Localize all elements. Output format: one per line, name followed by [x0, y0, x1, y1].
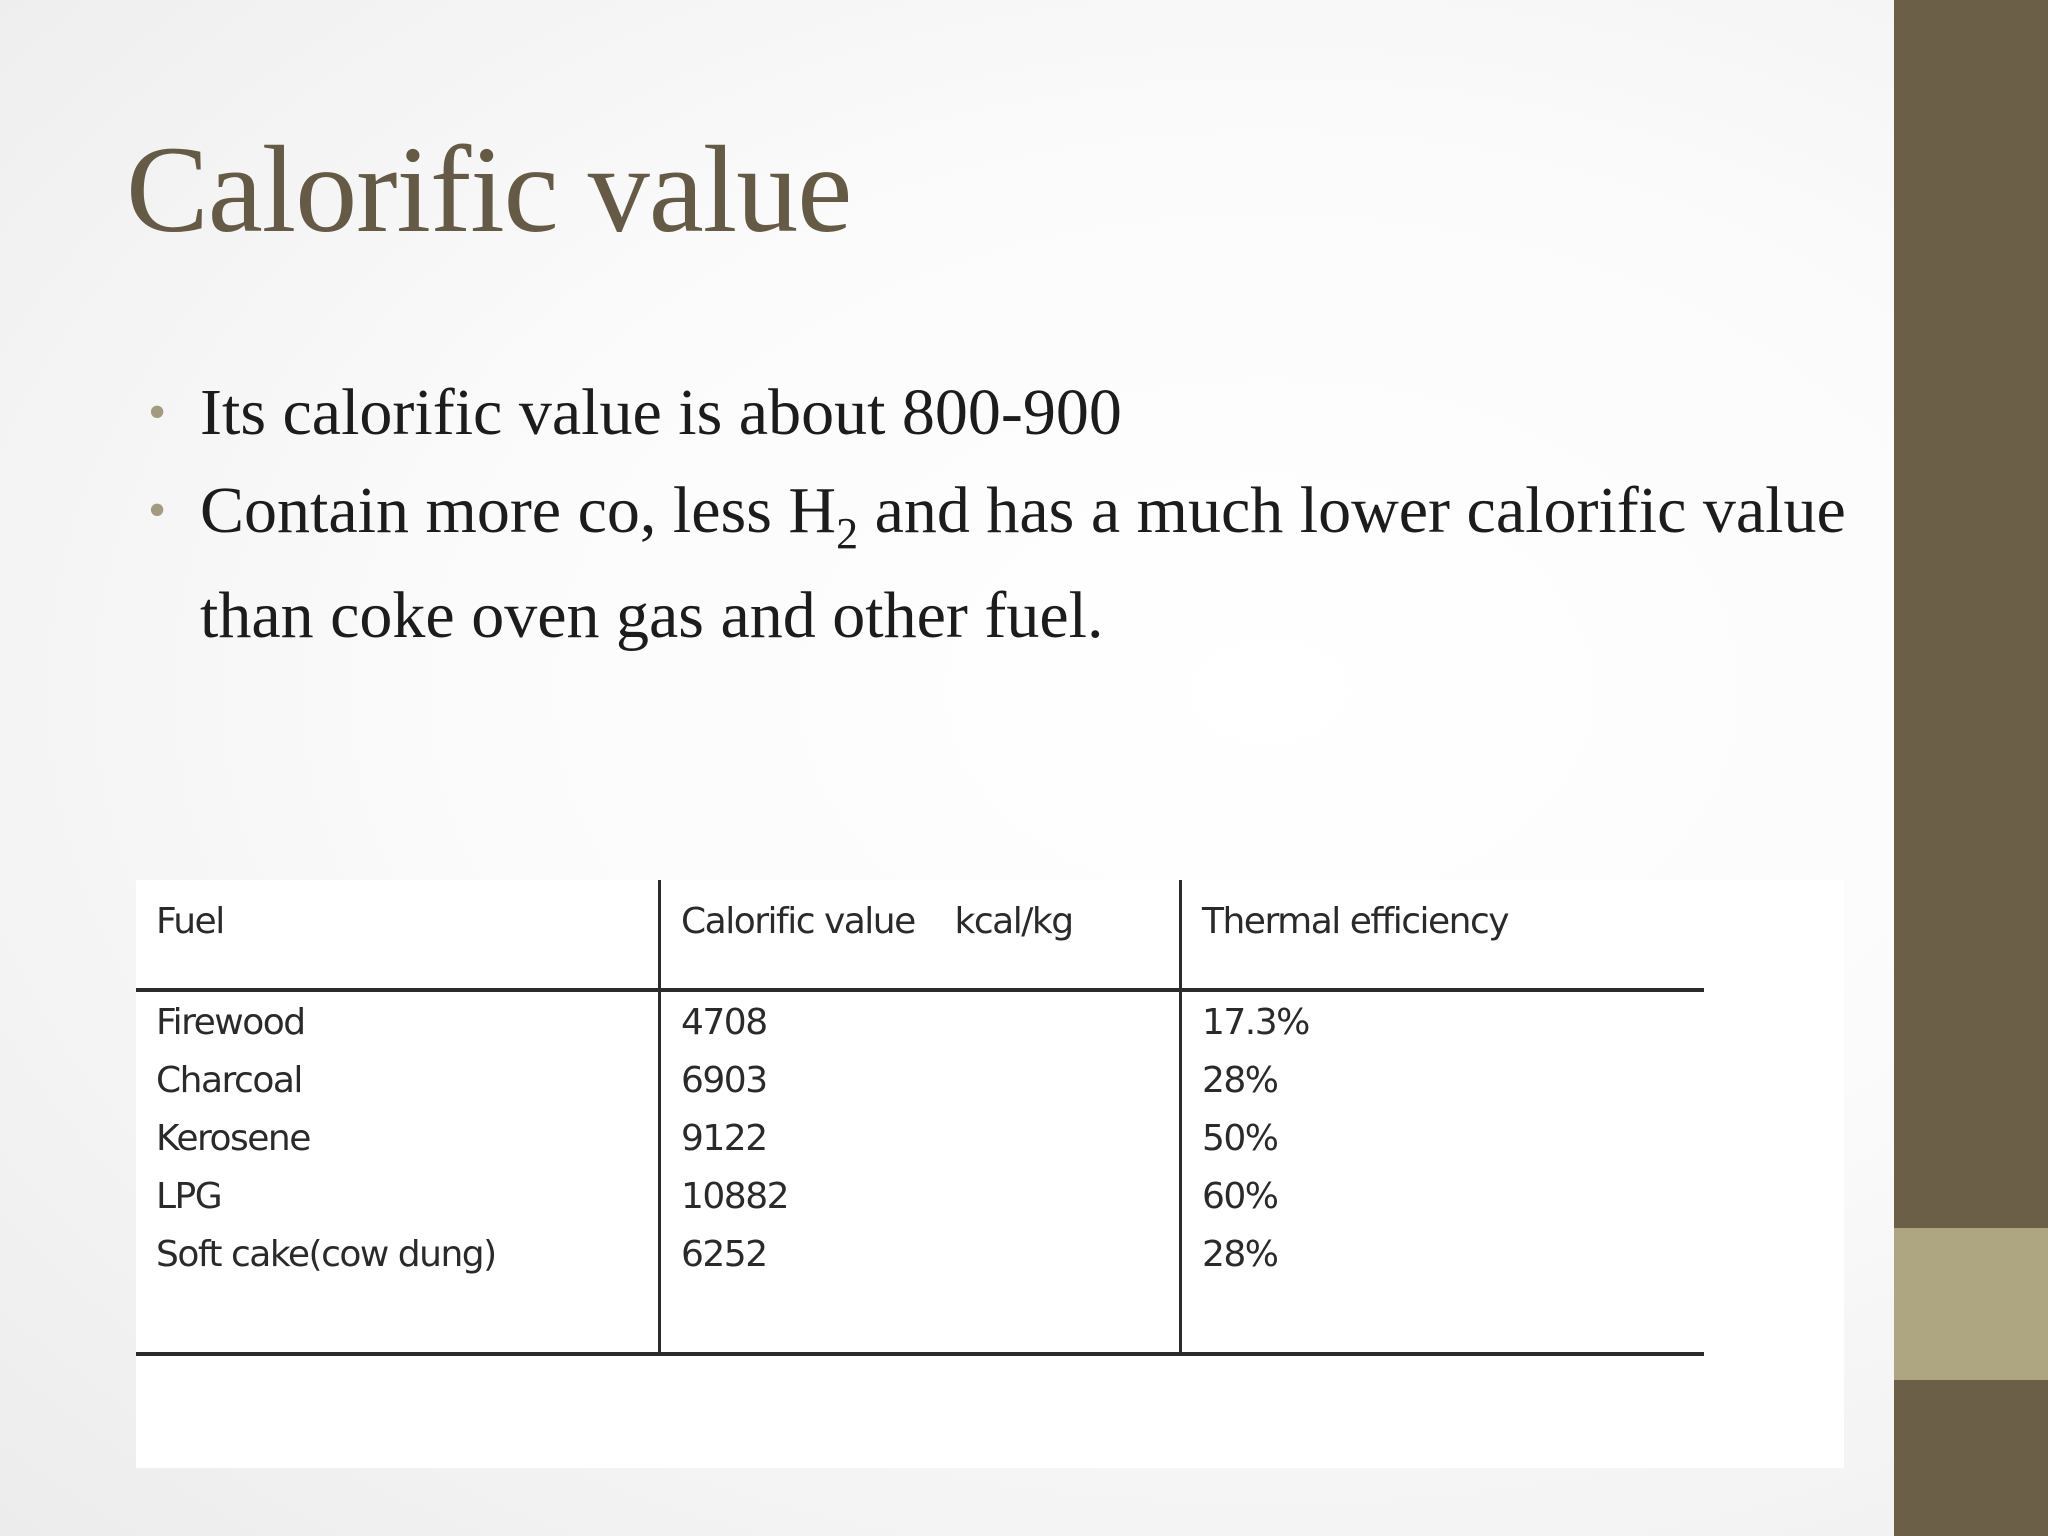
bullet-text: [200, 474, 1846, 652]
table-row: [136, 990, 1704, 1052]
cell-fuel: LPG: [156, 1176, 222, 1217]
bullet-text-before: Contain more co, less H: [200, 474, 837, 547]
side-accent-block: [1894, 1228, 2048, 1380]
cell-calorific-value: 6252: [660, 1226, 1181, 1284]
cell-thermal-efficiency: 28%: [1181, 1052, 1705, 1110]
table-row: [136, 1052, 1704, 1110]
header-thermal-efficiency: Thermal efficiency: [1181, 880, 1705, 990]
cell-calorific-value: 6903: [660, 1052, 1181, 1110]
cell-thermal-efficiency: 50%: [1181, 1110, 1705, 1168]
table-header-row: [136, 880, 1704, 990]
cell-calorific-value: 9122: [660, 1110, 1181, 1168]
cell-fuel: Kerosene: [156, 1118, 310, 1159]
cell-thermal-efficiency: 60%: [1181, 1168, 1705, 1226]
cell-fuel: Charcoal: [156, 1060, 302, 1101]
bullet-item: [148, 470, 1848, 657]
fuel-table: [136, 880, 1704, 1356]
bullet-list: [148, 372, 1848, 673]
table-row: [136, 1168, 1704, 1226]
header-calorific-value: Calorific value kcal/kg: [660, 880, 1181, 990]
slide-title: Calorific value: [126, 121, 852, 258]
bullet-marker: •: [148, 482, 167, 539]
cell-fuel: Soft cake(cow dung): [156, 1234, 496, 1275]
header-fuel: Fuel: [136, 880, 660, 990]
fuel-table-image: [136, 880, 1844, 1468]
empty-cell: [1181, 1284, 1705, 1354]
table-row: [136, 1110, 1704, 1168]
cell-thermal-efficiency: 28%: [1181, 1226, 1705, 1284]
empty-cell: [136, 1284, 660, 1354]
bullet-text: Its calorific value is about 800-900: [200, 376, 1122, 449]
bullet-marker: •: [148, 384, 167, 441]
cell-calorific-value: 4708: [660, 990, 1181, 1052]
table-row: [136, 1226, 1704, 1284]
bullet-text-after: and has a much lower calorific value than coke oven gas and other fuel.: [200, 474, 1846, 652]
bullet-subscript: 2: [836, 509, 859, 558]
table-spacer-row: [136, 1284, 1704, 1354]
cell-thermal-efficiency: 17.3%: [1181, 990, 1705, 1052]
cell-calorific-value: 10882: [660, 1168, 1181, 1226]
cell-fuel: Firewood: [156, 1002, 305, 1043]
empty-cell: [660, 1284, 1181, 1354]
bullet-item: [148, 372, 1848, 454]
